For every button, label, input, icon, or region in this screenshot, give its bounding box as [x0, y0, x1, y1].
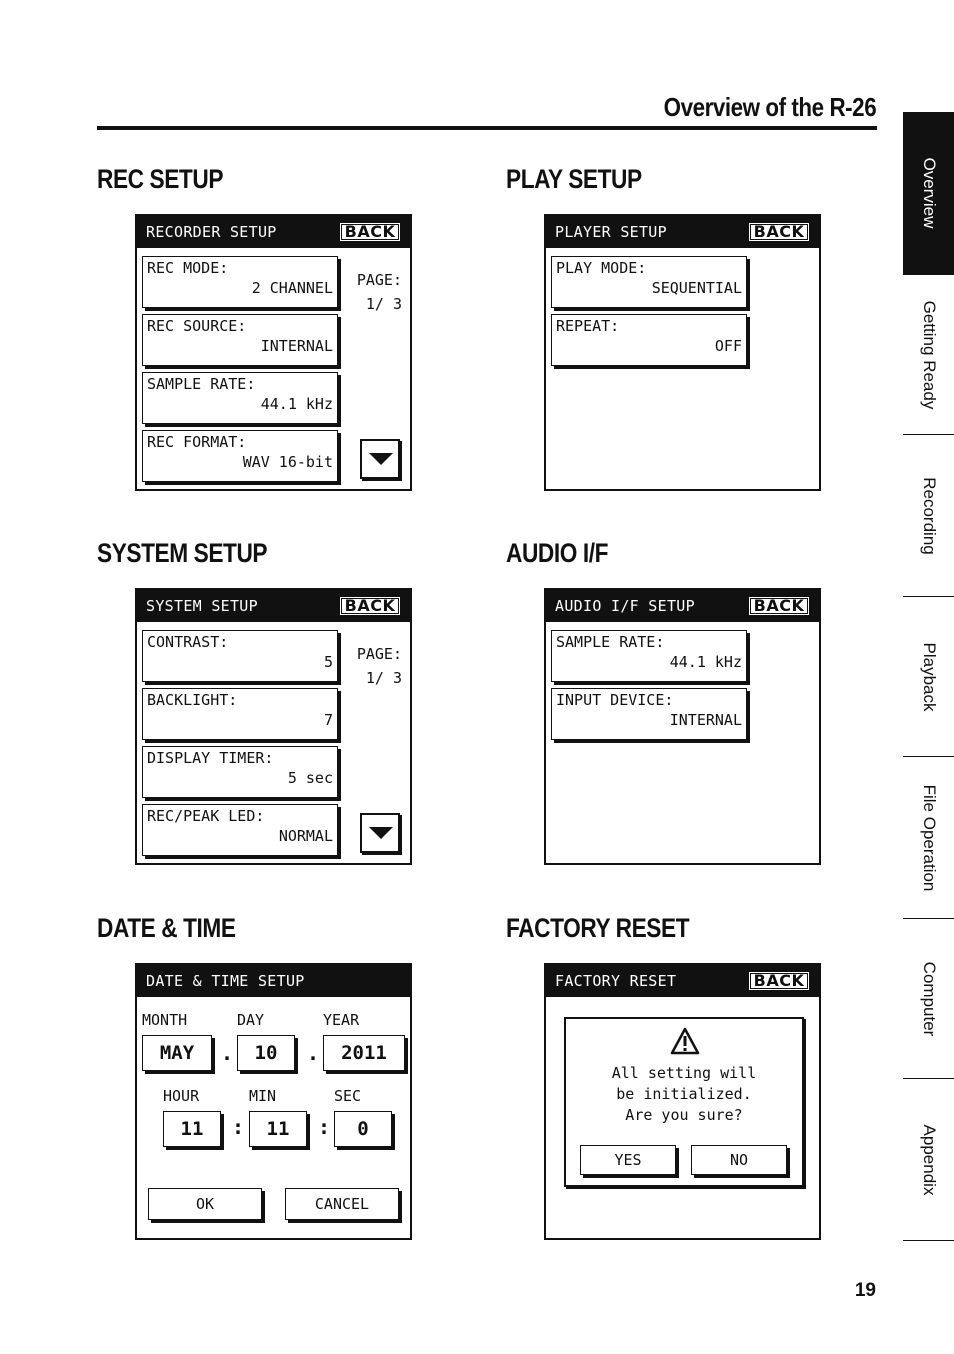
field-value: INTERNAL	[669, 711, 742, 729]
screen-title-bar	[546, 216, 819, 248]
factory-reset-screen	[544, 963, 821, 1240]
audio-if-screen	[544, 588, 821, 865]
min-selector[interactable]: 11	[249, 1111, 307, 1147]
field-value: 2 CHANNEL	[251, 279, 333, 297]
rec-setup-heading: REC SETUP	[97, 164, 224, 194]
tab-label: Playback	[919, 642, 939, 711]
tab-recording[interactable]	[903, 435, 954, 597]
day-selector[interactable]: 10	[237, 1035, 295, 1071]
backlight-field[interactable]	[142, 688, 338, 740]
date-time-screen	[135, 963, 412, 1240]
field-value: OFF	[714, 337, 742, 355]
rec-mode-field[interactable]	[142, 256, 338, 308]
field-label: REC FORMAT:	[147, 433, 247, 451]
screen-title: SYSTEM SETUP	[146, 597, 258, 615]
min-label: MIN	[249, 1087, 277, 1105]
screen-title: FACTORY RESET	[555, 972, 677, 990]
tab-computer[interactable]	[903, 919, 954, 1079]
field-value: 7	[323, 711, 333, 729]
screen-title: RECORDER SETUP	[146, 223, 277, 241]
page-label: PAGE:	[356, 645, 402, 663]
field-label: SAMPLE RATE:	[556, 633, 665, 651]
time-separator: :	[232, 1115, 245, 1139]
sec-selector[interactable]: 0	[334, 1111, 392, 1147]
yes-button[interactable]: YES	[580, 1145, 676, 1175]
page-number: 19	[854, 1280, 876, 1301]
screen-title-bar	[137, 965, 410, 997]
field-label: CONTRAST:	[147, 633, 229, 651]
input-device-field[interactable]	[551, 688, 747, 740]
confirm-dialog	[564, 1017, 804, 1187]
no-button[interactable]: NO	[691, 1145, 787, 1175]
field-label: REC/PEAK LED:	[147, 807, 265, 825]
message-line: All setting will	[611, 1064, 757, 1082]
tab-label: Overview	[919, 157, 939, 229]
back-button[interactable]: BACK	[338, 595, 402, 617]
screen-title-bar	[546, 590, 819, 622]
warning-icon	[670, 1027, 700, 1055]
rec-setup-screen	[135, 214, 412, 491]
message-line: Are you sure?	[625, 1106, 743, 1124]
tab-label: Recording	[919, 476, 939, 555]
month-selector[interactable]: MAY	[142, 1035, 212, 1071]
field-value: 44.1 kHz	[260, 395, 333, 413]
sample-rate-field[interactable]	[142, 372, 338, 424]
tab-playback[interactable]	[903, 597, 954, 757]
rec-format-field[interactable]	[142, 430, 338, 482]
hour-label: HOUR	[163, 1087, 200, 1105]
factory-reset-heading: FACTORY RESET	[506, 913, 690, 943]
date-separator: .	[307, 1041, 320, 1065]
tab-appendix[interactable]	[903, 1079, 954, 1241]
field-value: SEQUENTIAL	[651, 279, 742, 297]
date-time-heading: DATE & TIME	[97, 913, 236, 943]
tab-getting-ready[interactable]	[903, 275, 954, 435]
screen-title-bar	[137, 216, 410, 248]
rec-source-field[interactable]	[142, 314, 338, 366]
screen-title-bar	[546, 965, 819, 997]
rec-peak-led-field[interactable]	[142, 804, 338, 856]
time-separator: :	[318, 1115, 331, 1139]
screen-title: PLAYER SETUP	[555, 223, 667, 241]
header-rule	[97, 126, 877, 130]
field-value: NORMAL	[278, 827, 333, 845]
repeat-field[interactable]	[551, 314, 747, 366]
tab-label: Computer	[919, 961, 939, 1036]
day-label: DAY	[237, 1011, 265, 1029]
screen-title-bar	[137, 590, 410, 622]
page-indicator	[357, 642, 402, 690]
message-line: be initialized.	[616, 1085, 752, 1103]
play-setup-heading: PLAY SETUP	[506, 164, 642, 194]
date-separator: .	[221, 1041, 234, 1065]
screen-title: DATE & TIME SETUP	[146, 972, 305, 990]
tab-label: Getting Ready	[919, 300, 939, 409]
month-label: MONTH	[142, 1011, 188, 1029]
play-setup-screen	[544, 214, 821, 491]
display-timer-field[interactable]	[142, 746, 338, 798]
contrast-field[interactable]	[142, 630, 338, 682]
page-value: 1/ 3	[365, 295, 402, 313]
field-value: 44.1 kHz	[669, 653, 742, 671]
tab-file-operation[interactable]	[903, 757, 954, 919]
page-label: PAGE:	[356, 271, 402, 289]
field-value: WAV 16-bit	[242, 453, 333, 471]
tab-label: Appendix	[919, 1124, 939, 1195]
page-header-title: Overview of the R-26	[663, 92, 876, 122]
sec-label: SEC	[334, 1087, 362, 1105]
chapter-tabs	[903, 112, 954, 1241]
field-label: REPEAT:	[556, 317, 620, 335]
audio-sample-rate-field[interactable]	[551, 630, 747, 682]
system-setup-heading: SYSTEM SETUP	[97, 538, 268, 568]
dialog-message	[566, 1063, 802, 1126]
field-label: PLAY MODE:	[556, 259, 647, 277]
field-value: 5 sec	[287, 769, 333, 787]
scroll-down-button[interactable]	[360, 813, 400, 853]
page-value: 1/ 3	[365, 669, 402, 687]
scroll-down-button[interactable]	[360, 439, 400, 479]
cancel-button[interactable]: CANCEL	[285, 1188, 399, 1220]
field-label: INPUT DEVICE:	[556, 691, 674, 709]
ok-button[interactable]: OK	[148, 1188, 262, 1220]
tab-overview[interactable]	[903, 112, 954, 275]
hour-selector[interactable]: 11	[163, 1111, 221, 1147]
field-label: REC MODE:	[147, 259, 229, 277]
page-indicator	[357, 268, 402, 316]
screen-title: AUDIO I/F SETUP	[555, 597, 695, 615]
audio-if-heading: AUDIO I/F	[506, 538, 609, 568]
play-mode-field[interactable]	[551, 256, 747, 308]
year-selector[interactable]: 2011	[323, 1035, 405, 1071]
year-label: YEAR	[323, 1011, 360, 1029]
back-button[interactable]: BACK	[747, 595, 811, 617]
field-value: INTERNAL	[260, 337, 333, 355]
tab-label: File Operation	[919, 784, 939, 891]
back-button[interactable]: BACK	[747, 970, 811, 992]
field-label: SAMPLE RATE:	[147, 375, 256, 393]
back-button[interactable]: BACK	[338, 221, 402, 243]
field-label: DISPLAY TIMER:	[147, 749, 274, 767]
field-label: BACKLIGHT:	[147, 691, 238, 709]
field-label: REC SOURCE:	[147, 317, 247, 335]
system-setup-screen	[135, 588, 412, 865]
back-button[interactable]: BACK	[747, 221, 811, 243]
field-value: 5	[323, 653, 333, 671]
